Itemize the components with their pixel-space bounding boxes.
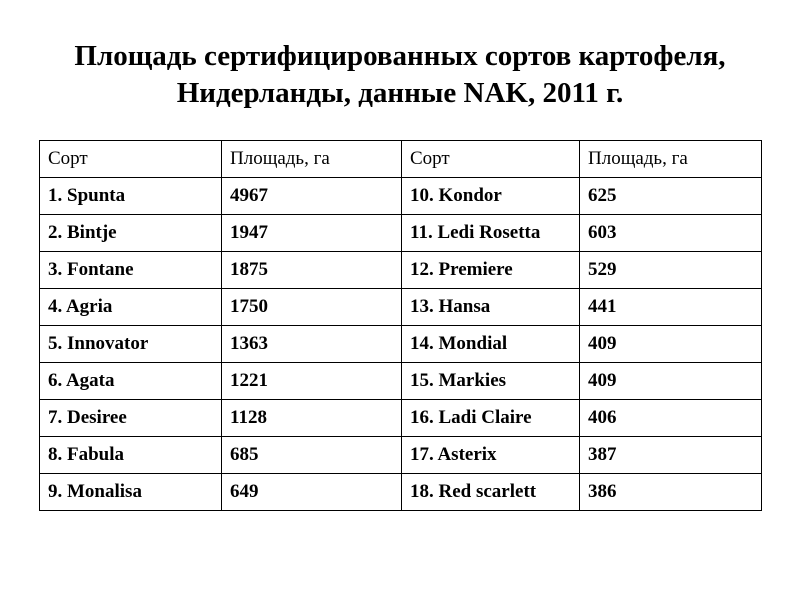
cell-variety-right: 14. Mondial xyxy=(402,326,580,363)
table-row xyxy=(40,474,762,511)
cell-variety-right: 13. Hansa xyxy=(402,289,580,326)
table-row xyxy=(40,252,762,289)
cell-area-right: 387 xyxy=(580,437,762,474)
cell-area-left: 1363 xyxy=(222,326,402,363)
cell-area-right: 441 xyxy=(580,289,762,326)
header-area-left: Площадь, га xyxy=(222,141,402,178)
table-row xyxy=(40,215,762,252)
header-variety-right: Сорт xyxy=(402,141,580,178)
cell-variety-right: 18. Red scarlett xyxy=(402,474,580,511)
cell-area-left: 649 xyxy=(222,474,402,511)
cell-variety-left: 6. Agata xyxy=(40,363,222,400)
potato-varieties-table xyxy=(39,140,762,511)
cell-variety-right: 12. Premiere xyxy=(402,252,580,289)
cell-variety-right: 17. Asterix xyxy=(402,437,580,474)
cell-variety-right: 15. Markies xyxy=(402,363,580,400)
cell-area-left: 1128 xyxy=(222,400,402,437)
cell-variety-left: 9. Monalisa xyxy=(40,474,222,511)
title-line-1: Площадь сертифицированных сортов картофеля, xyxy=(74,40,726,72)
table-row xyxy=(40,437,762,474)
cell-area-left: 1947 xyxy=(222,215,402,252)
cell-area-right: 603 xyxy=(580,215,762,252)
cell-area-left: 4967 xyxy=(222,178,402,215)
cell-variety-right: 11. Ledi Rosetta xyxy=(402,215,580,252)
cell-variety-left: 8. Fabula xyxy=(40,437,222,474)
cell-area-right: 409 xyxy=(580,363,762,400)
cell-variety-right: 16. Ladi Claire xyxy=(402,400,580,437)
cell-area-left: 1221 xyxy=(222,363,402,400)
table-body xyxy=(40,141,762,511)
table-row xyxy=(40,178,762,215)
table-row xyxy=(40,326,762,363)
cell-variety-left: 2. Bintje xyxy=(40,215,222,252)
cell-area-left: 685 xyxy=(222,437,402,474)
cell-area-left: 1750 xyxy=(222,289,402,326)
cell-area-right: 529 xyxy=(580,252,762,289)
page-title xyxy=(0,38,800,112)
table-header-row xyxy=(40,141,762,178)
cell-area-right: 409 xyxy=(580,326,762,363)
cell-variety-left: 1. Spunta xyxy=(40,178,222,215)
cell-variety-left: 3. Fontane xyxy=(40,252,222,289)
cell-area-right: 386 xyxy=(580,474,762,511)
header-variety-left: Сорт xyxy=(40,141,222,178)
cell-variety-left: 7. Desiree xyxy=(40,400,222,437)
table-row xyxy=(40,363,762,400)
table-row xyxy=(40,289,762,326)
cell-area-right: 625 xyxy=(580,178,762,215)
cell-variety-right: 10. Kondor xyxy=(402,178,580,215)
cell-variety-left: 4. Agria xyxy=(40,289,222,326)
cell-area-left: 1875 xyxy=(222,252,402,289)
title-line-2: Нидерланды, данные NAK, 2011 г. xyxy=(176,77,624,109)
cell-area-right: 406 xyxy=(580,400,762,437)
table-row xyxy=(40,400,762,437)
header-area-right: Площадь, га xyxy=(580,141,762,178)
cell-variety-left: 5. Innovator xyxy=(40,326,222,363)
